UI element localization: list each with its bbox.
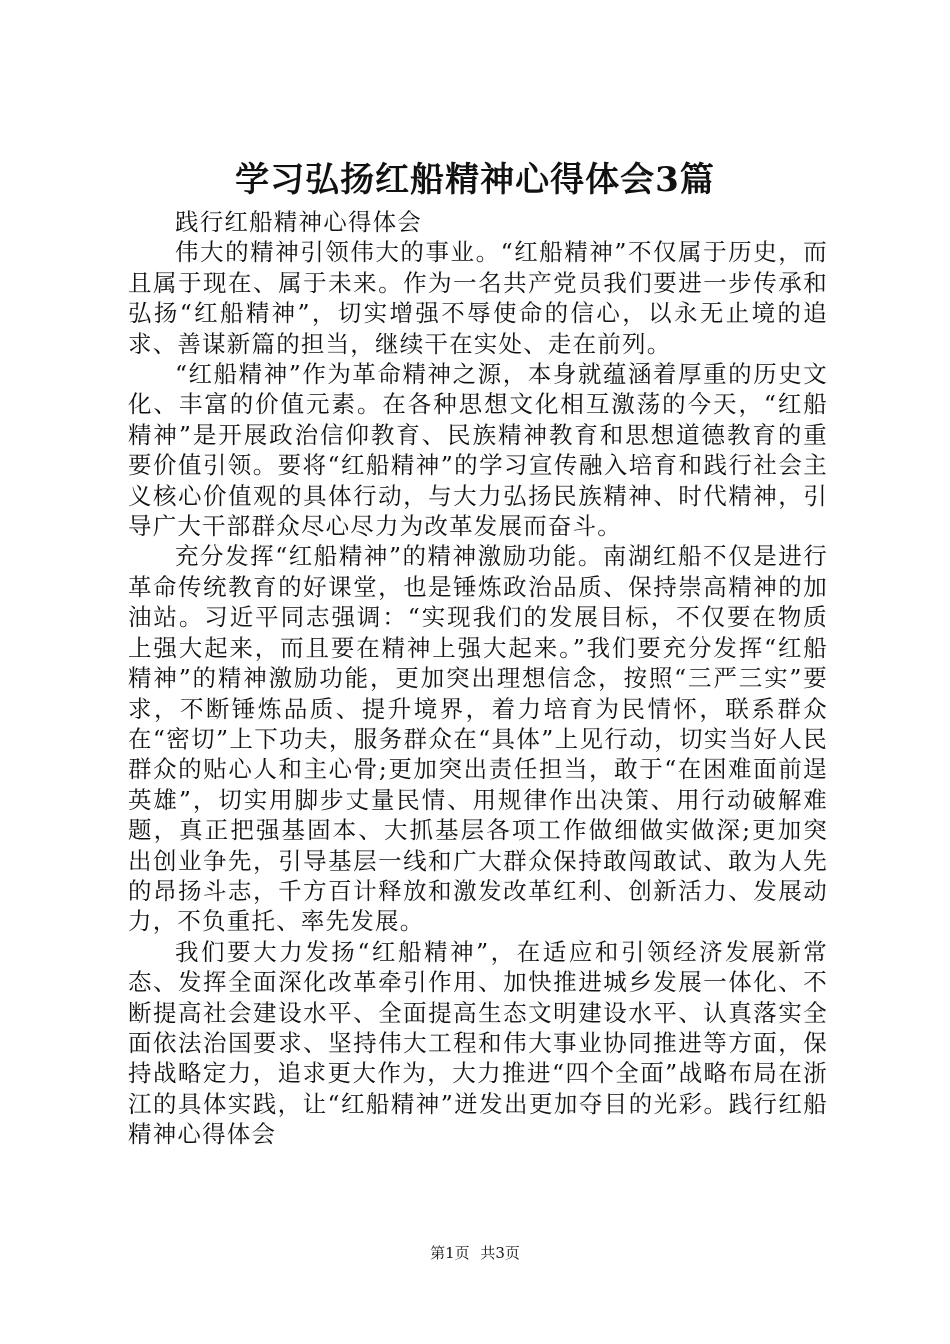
document-title: 学习弘扬红船精神心得体会3篇: [235, 160, 715, 200]
body-paragraph: 我们要大力发扬“红船精神”，在适应和引领经济发展新常态、发挥全面深化改革牵引作用、加快推进城乡发展一体化、不断提高社会建设水平、全面提高生态文明建设水平、认真落实全面依法治国要求、坚持伟大工程和伟大事业协同推进等方面，保持战略定力，追求更大作为，大力推进“四个全面”战略布局在浙江的具体实践，让“红船精神”迸发出更加夺目的光彩。践行红船精神心得体会: [128, 937, 828, 1149]
body-paragraph: 充分发挥“红船精神”的精神激励功能。南湖红船不仅是进行革命传统教育的好课堂，也是锤炼政治品质、保持崇高精神的加油站。习近平同志强调：“实现我们的发展目标，不仅要在物质上强大起来，而且要在精神上强大起来。”我们要充分发挥“红船精神”的精神激励功能，更加突出理想信念，按照“三严三实”要求，不断锤炼品质、提升境界，着力培育为民情怀，联系群众在“密切”上下功夫，服务群众在“具体”上见行动，切实当好人民群众的贴心人和主心骨;更加突出责任担当，敢于“在困难面前逞英雄”，切实用脚步丈量民情、用规律作出决策、用行动破解难题，真正把强基固本、大抓基层各项工作做细做实做深;更加突出创业争先，引导基层一线和广大群众保持敢闯敢试、敢为人先的昂扬斗志，千方百计释放和激发改革红利、创新活力、发展动力，不负重托、率先发展。: [128, 542, 828, 936]
page-footer: [0, 1243, 950, 1263]
document-body: [128, 207, 828, 1150]
body-paragraph: 伟大的精神引领伟大的事业。“红船精神”不仅属于历史，而且属于现在、属于未来。作为一名共产党员我们要进一步传承和弘扬“红船精神”，切实增强不辱使命的信心，以永无止境的追求、善谋新篇的担当，继续干在实处、走在前列。: [128, 238, 828, 358]
page-number: 第1页: [430, 1244, 470, 1262]
page-total: 共3页: [480, 1244, 520, 1262]
section-heading: 践行红船精神心得体会: [175, 208, 422, 236]
body-paragraph: “红船精神”作为革命精神之源，本身就蕴涵着厚重的历史文化、丰富的价值元素。在各种思想文化相互激荡的今天，“红船精神”是开展政治信仰教育、民族精神教育和思想道德教育的重要价值引领。要将“红船精神”的学习宣传融入培育和践行社会主义核心价值观的具体行动，与大力弘扬民族精神、时代精神，引导广大干部群众尽心尽力为改革发展而奋斗。: [128, 360, 828, 541]
